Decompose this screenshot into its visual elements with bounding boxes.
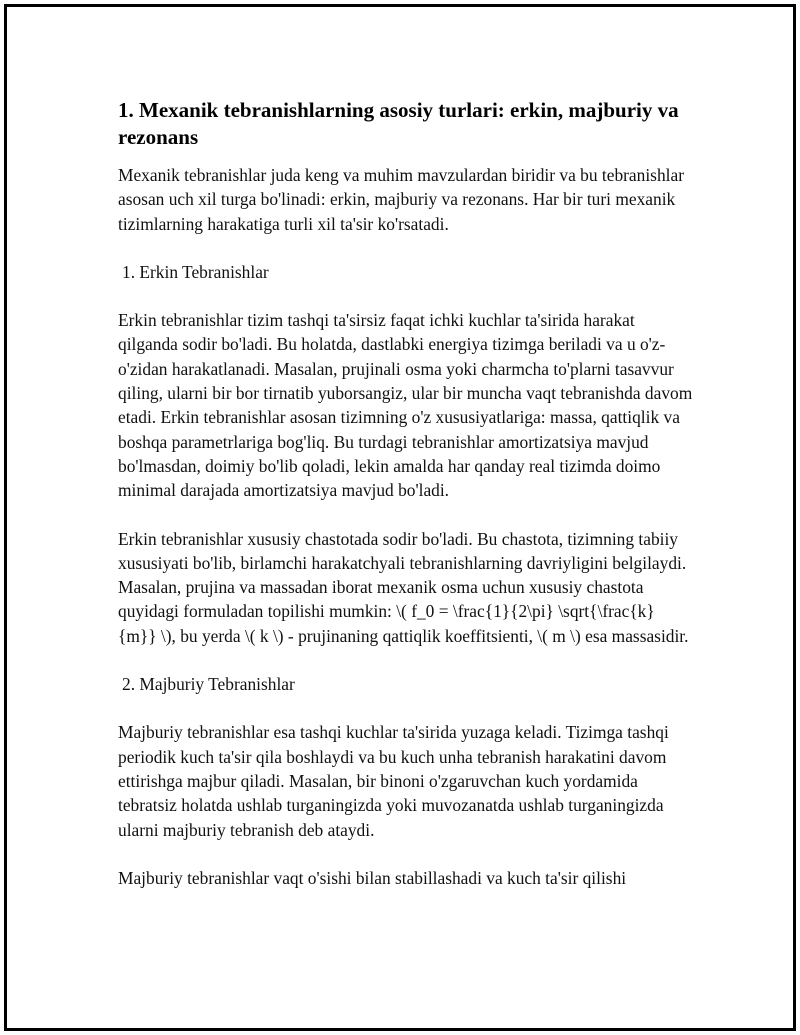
paragraph: Erkin tebranishlar tizim tashqi ta'sirsiz faqat ichki kuchlar ta'sirida harakat qilganda sodir bo'ladi. Bu holatda, dastlabki energiya tizimga beriladi va u o'z-o'zidan harakatlanadi. Masalan, prujinali osma yoki charmcha to'plarni tasavvur qiling, ularni bir bor tirnatib yuborsangiz, ular bir muncha vaqt tebranishda davom etadi. Erkin tebranishlar asosan tizimning o'z xususiyatlariga: massa, qattiqlik va boshqa parametrlariga bog'liq. Bu turdagi tebranishlar amortizatsiya mavjud bo'lmasdan, doimiy bo'lib qoladi, lekin amalda har qanday real tizimda doimo minimal darajada amortizatsiya mavjud bo'ladi. xyxy=(118,310,693,501)
paragraph: Majburiy tebranishlar esa tashqi kuchlar ta'sirida yuzaga keladi. Tizimga tashqi periodik kuch ta'sir qila boshlaydi va bu kuch unha tebranish harakatini davom ettirishga majbur qiladi. Masalan, bir binoni o'zgaruvchan kuch yordamida tebratsiz holatda ushlab turganingizda yoki muvozanatda ushlab turganingizda ularni majburiy tebranish deb ataydi. xyxy=(118,722,669,840)
section-heading-erkin: 1. Erkin Tebranishlar xyxy=(122,261,269,282)
section-heading-majburiy: 2. Majburiy Tebranishlar xyxy=(122,674,295,695)
paragraph: Erkin tebranishlar xususiy chastotada sodir bo'ladi. Bu chastota, tizimning tabiiy xususiyati bo'lib, birlamchi harakatchyali tebranishlarning davriyligini belgilaydi. Masalan, prujina va massadan iborat mexanik osma uchun xususiy chastota quyidagi formuladan topilishi mumkin: \( f_0 = \frac{1}{2\pi} \sqrt{\frac{k}{m}} \), bu yerda \( k \) - prujinaning qattiqlik koeffitsienti, \( m \) esa massasidir. xyxy=(118,528,689,646)
page-title: 1. Mexanik tebranishlarning asosiy turlari: erkin, majburiy va rezonans xyxy=(118,98,679,149)
paragraph: Majburiy tebranishlar vaqt o'sishi bilan stabillashadi va kuch ta'sir qilishi xyxy=(118,867,627,888)
intro-paragraph: Mexanik tebranishlar juda keng va muhim mavzulardan biridir va bu tebranishlar asosan uch xil turga bo'linadi: erkin, majburiy va rezonans. Har bir turi mexanik tizimlarning harakatiga turli xil ta'sir ko'rsatadi. xyxy=(118,165,684,234)
document-page xyxy=(4,4,796,1031)
document-content xyxy=(118,97,693,914)
